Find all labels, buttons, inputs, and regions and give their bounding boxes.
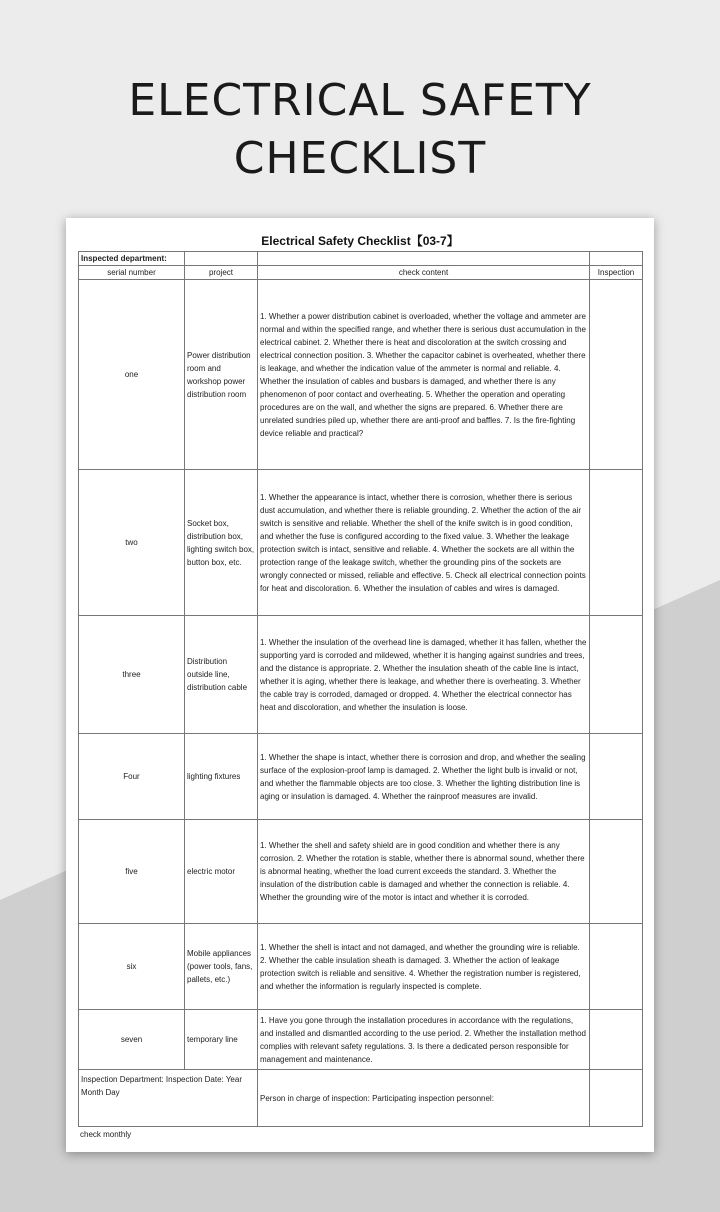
row-inspection xyxy=(590,470,643,616)
department-cell-project xyxy=(185,252,258,266)
row-serial: one xyxy=(79,280,185,470)
row-inspection xyxy=(590,734,643,820)
row-project: temporary line xyxy=(185,1010,258,1070)
row-content: 1. Whether the shape is intact, whether there is corrosion and drop, and whether the sealing surface of the explosion-proof lamp is damaged. 2. Whether the light bulb is invalid or not, and whether the flammable objects are too close. 3. Whether the lighting distribution line is aging or insulation is damaged. 4. Whether the rainproof measures are invalid. xyxy=(258,734,590,820)
row-content: 1. Have you gone through the installation procedures in accordance with the regulations, and installed and dismantled according to the use period. 2. Whether the installation method complies with relevant safety regulations. 3. Is there a dedicated person responsible for management and maintenance. xyxy=(258,1010,590,1070)
header-check-content: check content xyxy=(258,266,590,280)
row-serial: Four xyxy=(79,734,185,820)
row-project: Power distribution room and workshop power distribution room xyxy=(185,280,258,470)
footer-inspection-department: Inspection Department: Inspection Date: Year Month Day xyxy=(79,1070,258,1127)
row-serial: seven xyxy=(79,1010,185,1070)
inspected-department-label: Inspected department: xyxy=(79,252,185,266)
table-header-row xyxy=(79,266,643,280)
page-title: ELECTRICAL SAFETY CHECKLIST xyxy=(128,75,592,184)
table-row xyxy=(79,280,643,470)
table-row xyxy=(79,820,643,924)
footer-person-in-charge: Person in charge of inspection: Participating inspection personnel: xyxy=(258,1070,590,1127)
row-inspection xyxy=(590,924,643,1010)
row-serial: six xyxy=(79,924,185,1010)
row-serial: five xyxy=(79,820,185,924)
row-inspection xyxy=(590,820,643,924)
row-content: 1. Whether the insulation of the overhead line is damaged, whether it has fallen, whether the supporting yard is corroded and mildewed, whether it is hanging against sundries and trees, and the distance is appropriate. 2. Whether the insulation sheath of the cable line is intact, whether it is aging, whether there is leakage, and whether there is overheating. 3. Whether the cable tray is corroded, damaged or dropped. 4. Whether the electrical connector has heat and discoloration, and whether the insulation is loose. xyxy=(258,616,590,734)
header-inspection: Inspection xyxy=(590,266,643,280)
row-inspection xyxy=(590,1010,643,1070)
row-content: 1. Whether a power distribution cabinet is overloaded, whether the voltage and ammeter are normal and within the specified range, and whether there is serious dust accumulation in the electrical cabinet. 2. Whether there is heat and discoloration at the switch crossing and electrical connection position. 3. Whether the capacitor cabinet is overheated, whether there is leakage, and whether the indication value of the ammeter is normal and reliable. 4. Whether the insulation of cables and busbars is damaged, and whether there is any phenomenon of poor contact and overheating. 5. Whether the operation and operating procedures are on the wall, and whether the signs are prepared. 6. Whether there are unrelated sundries piled up, whether there are anti-proof and baffles. 7. Is the fire-fighting device reliable and practical? xyxy=(258,280,590,470)
department-cell-inspection xyxy=(590,252,643,266)
department-cell-content xyxy=(258,252,590,266)
table-row xyxy=(79,924,643,1010)
row-project: Socket box, distribution box, lighting switch box, button box, etc. xyxy=(185,470,258,616)
header-serial-number: serial number xyxy=(79,266,185,280)
table-row xyxy=(79,1010,643,1070)
row-project: lighting fixtures xyxy=(185,734,258,820)
row-project: Distribution outside line, distribution cable xyxy=(185,616,258,734)
checklist-table xyxy=(78,251,643,1127)
row-content: 1. Whether the shell and safety shield are in good condition and whether there is any corrosion. 2. Whether the rotation is stable, whether there is abnormal sound, whether there is abnormal heating, whether the load current exceeds the standard. 3. Whether the insulation of the distribution cable is damaged and whether the connection is reliable. 4. Whether the grounding wire of the motor is intact and whether it is corroded. xyxy=(258,820,590,924)
row-project: Mobile appliances (power tools, fans, pallets, etc.) xyxy=(185,924,258,1010)
header-project: project xyxy=(185,266,258,280)
row-inspection xyxy=(590,280,643,470)
table-row-footer xyxy=(79,1070,643,1127)
row-serial: three xyxy=(79,616,185,734)
row-content: 1. Whether the appearance is intact, whether there is corrosion, whether there is serious dust accumulation, and whether there is reliable grounding. 2. Whether the action of the air switch is sensitive and reliable. Whether the shell of the knife switch is in good condition, and whether the fuse is configured according to the fixed value. 3. Whether the leakage protection switch is intact, sensitive and reliable. 4. Whether the sockets are all within the protection range of the leakage switch, whether the grounding pins of the sockets are wrongly connected or missed, reliable and effective. 5. Check all electrical connection points for heat and discoloration. 6. Whether the insulation of cables and wires is damaged. xyxy=(258,470,590,616)
row-content: 1. Whether the shell is intact and not damaged, and whether the grounding wire is reliable. 2. Whether the cable insulation sheath is damaged. 3. Whether the action of leakage protection switch is reliable and sensitive. 4. Whether the registration number is registered, and whether the information is regularly inspected is complete. xyxy=(258,924,590,1010)
table-row xyxy=(79,470,643,616)
table-row xyxy=(79,734,643,820)
row-project: electric motor xyxy=(185,820,258,924)
table-row-department xyxy=(79,252,643,266)
row-serial: two xyxy=(79,470,185,616)
footer-inspection-cell xyxy=(590,1070,643,1127)
check-frequency-note: check monthly xyxy=(80,1130,132,1139)
sheet-title: Electrical Safety Checklist【03-7】 xyxy=(261,234,459,248)
row-inspection xyxy=(590,616,643,734)
table-row xyxy=(79,616,643,734)
